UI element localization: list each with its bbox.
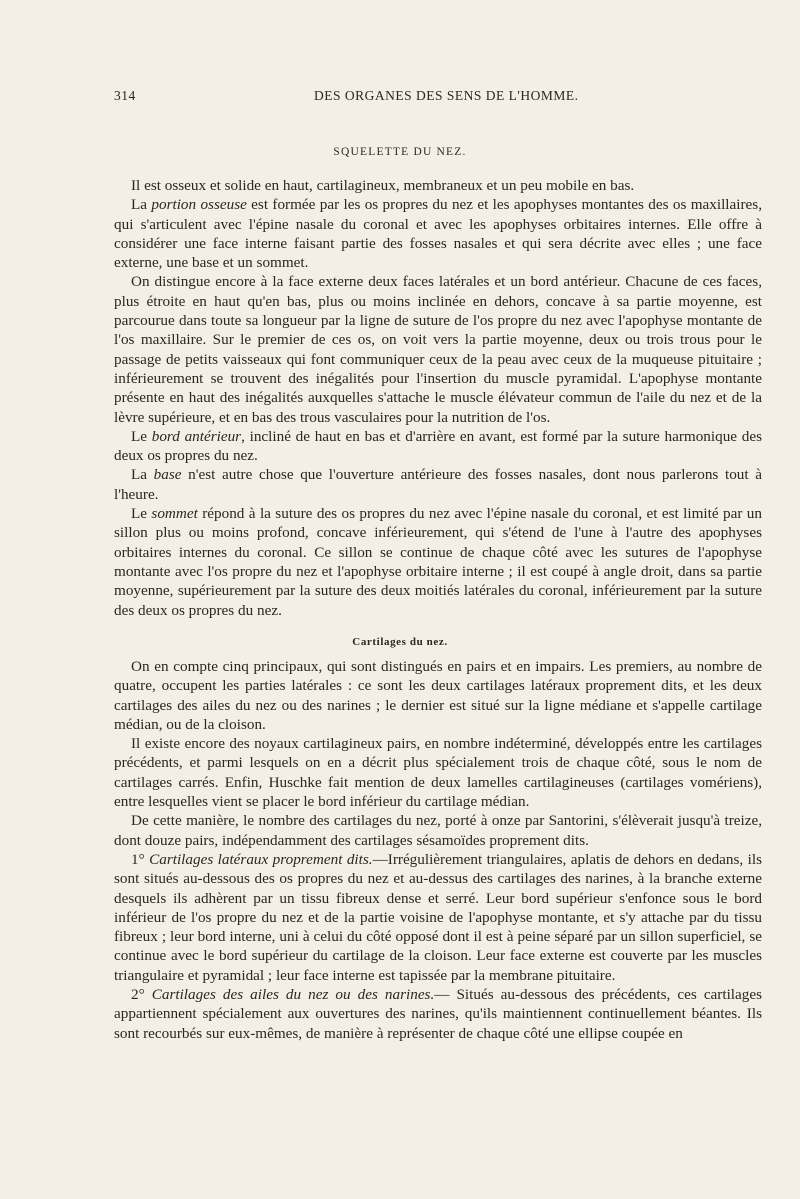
subheading: Cartilages du nez. xyxy=(352,636,448,648)
text-run: Il existe encore des noyaux cartilagineux pairs, en nombre indéterminé, développés entre les cartilages précédents, et parmi lesquels on en a décrit plus spécialement trois de chaque côté, sous le nom de cartilages carrés. Enfin, Huschke fait mention de deux lamelles cartilagineuses (cartilages vomériens), entre lesquelles vient se placer le bord inférieur du cartilage médian. xyxy=(114,735,762,811)
paragraph xyxy=(114,427,762,466)
italic-term: Cartilages latéraux proprement dits. xyxy=(149,850,373,868)
paragraph xyxy=(114,504,762,620)
text-run: Le xyxy=(131,505,152,523)
italic-term: Cartilages des ailes du nez ou des narines. xyxy=(151,986,435,1004)
paragraph xyxy=(114,272,762,426)
text-run: On en compte cinq principaux, qui sont distingués en pairs et en impairs. Les premiers, au nombre de quatre, occupent les parties latérales : ce sont les deux cartilages latéraux proprement dits, et les deux cartilages des ailes du nez ou des narines ; le dernier est situé sur la ligne médiane et s'appelle cartilage médian, ou de la cloison. xyxy=(114,658,762,733)
text-run: Il est osseux et solide en haut, cartilagineux, membraneux et un peu mobile en bas. xyxy=(131,177,635,194)
italic-term: bord antérieur xyxy=(151,427,242,445)
text-run: De cette manière, le nombre des cartilages du nez, porté à onze par Santorini, s'élèverait jusqu'à treize, dont douze pairs, indépendamment des cartilages sésamoïdes proprement dits. xyxy=(114,812,762,849)
text-run: n'est autre chose que l'ouverture antérieure des fosses nasales, dont nous parlerons tout à l'heure. xyxy=(114,466,762,503)
italic-term: sommet xyxy=(151,505,198,523)
text-run: On distingue encore à la face externe deux faces latérales et un bord antérieur. Chacune de ces faces, plus étroite en haut qu'en bas, plus ou moins inclinée en dehors, concave à sa partie moyenne, est parcourue dans toute sa longueur par la ligne de suture de l'os propre du nez avec l'apophyse montante de l'os maxillaire. Sur le premier de ces os, on voit vers la partie moyenne, deux ou trois trous pour le passage de petits vaisseaux qui font communiquer ceux de la peau avec ceux de la muqueuse pituitaire ; inférieurement se trouvent des inégalités pour l'insertion du muscle pyramidal. L'apophyse montante présente en haut des inégalités auxquelles s'attache le muscle élévateur commun de l'aile du nez et de la lèvre supérieure, et en bas des trous vasculaires pour la nutrition de l'os. xyxy=(114,273,762,426)
paragraph xyxy=(114,657,762,734)
text-run: répond à la suture des os propres du nez avec l'épine nasale du coronal, et est limité par un sillon plus ou moins profond, concave inférieurement, qui s'étend de l'une à l'autre des apophyses orbitaires internes du coronal. Ce sillon se continue de chaque côté avec les sutures de l'apophyse montante avec l'os propre du nez et l'apophyse orbitaire interne ; il est coupé à angle droit, dans sa partie moyenne, supérieurement par la suture des deux moitiés latérales du coronal, inférieurement par la suture des deux os propres du nez. xyxy=(114,505,762,619)
section-title: SQUELETTE DU NEZ. xyxy=(333,146,467,158)
page-number: 314 xyxy=(114,88,136,103)
paragraph xyxy=(114,176,762,195)
text-run: , incliné de haut en bas et d'arrière en avant, est formé par la suture harmonique des deux os propres du nez. xyxy=(114,427,762,465)
italic-term: base xyxy=(153,466,182,484)
running-title: DES ORGANES DES SENS DE L'HOMME. xyxy=(314,88,579,103)
paragraph xyxy=(114,985,762,1043)
page-header xyxy=(114,88,720,108)
text-run: La xyxy=(131,196,152,214)
text-run: est formée par les os propres du nez et les apophyses montantes des os maxillaires, qui s'articulent avec l'épine nasale du coronal et avec les apophyses orbitaires internes. Elle offre à considérer une face interne faisant partie des fosses nasales et qui sera décrite avec elles ; une face externe, une base et un sommet. xyxy=(114,196,762,272)
paragraph xyxy=(114,465,762,504)
italic-term: portion osseuse xyxy=(151,196,247,214)
paragraph xyxy=(114,850,762,985)
text-run: — Situés au-dessous des précédents, ces cartilages appartiennent spécialement aux ouvertures des narines, qu'ils maintiennent continuellement béantes. Ils sont recourbés sur eux-mêmes, de manière à représenter de chaque côté une ellipse coupée en xyxy=(114,986,763,1042)
text-run: 2° xyxy=(131,986,152,1004)
paragraph xyxy=(114,811,762,850)
text-run: —Irrégulièrement triangulaires, aplatis de dehors en dedans, ils sont situés au-dessous des os propres du nez et au-dessus des cartilages des narines, à la branche externe desquels ils adhèrent par un tissu fibreux dense et serré. Leur bord supérieur s'enfonce sous le bord inférieur de l'os propre du nez et de la partie voisine de l'apophyse montante, et s'y attache par du tissu fibreux ; leur bord interne, uni à celui du côté opposé dont il est à peine séparé par un sillon superficiel, se continue avec le bord supérieur du cartilage de la cloison. Leur face externe est couverte par les muscles triangulaire et pyramidal ; leur face interne est tapissée par la membrane pituitaire. xyxy=(114,850,762,984)
text-run: La xyxy=(131,466,154,484)
text-run: Le xyxy=(131,427,152,445)
paragraph xyxy=(114,734,762,811)
body-text-section-1 xyxy=(114,176,762,620)
paragraph xyxy=(114,195,762,272)
body-text-section-2 xyxy=(114,657,762,1043)
text-run: 1° xyxy=(131,850,150,868)
